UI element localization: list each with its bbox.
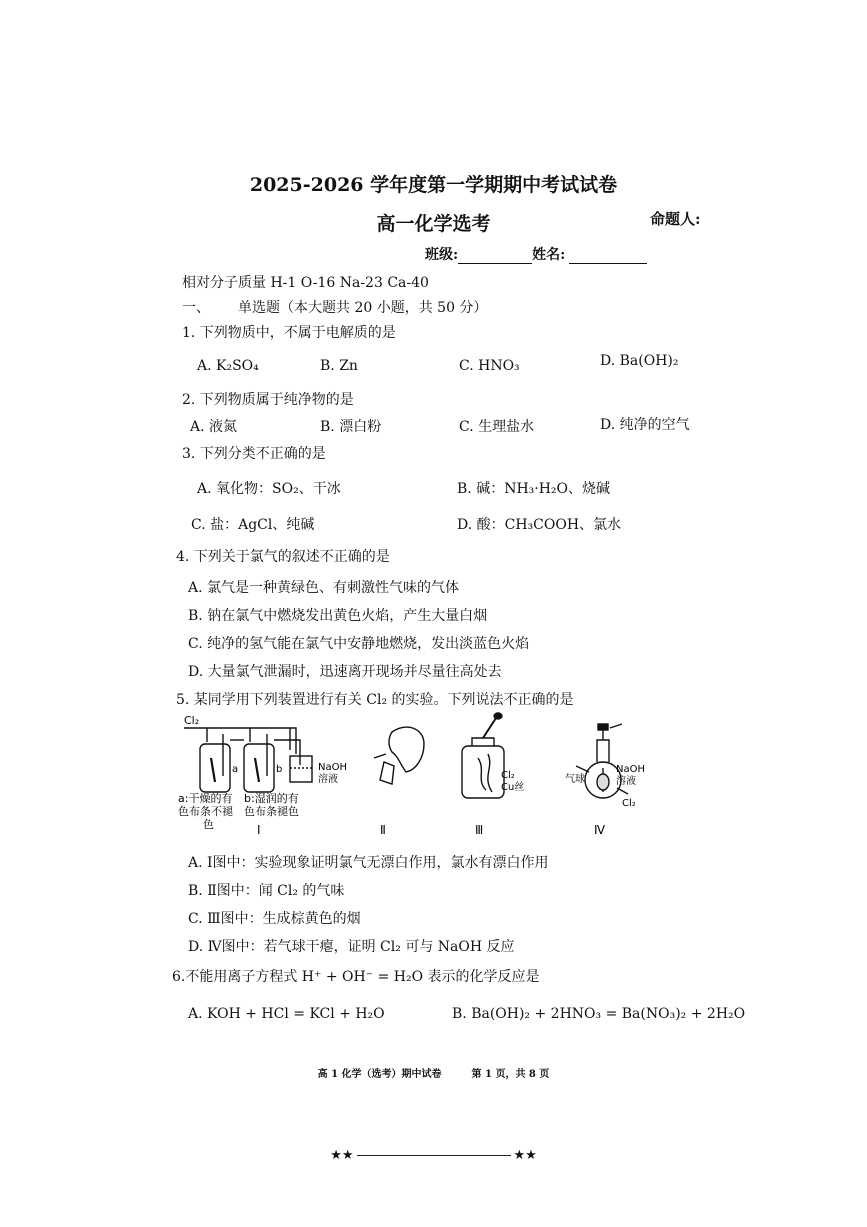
section-title: 单选题（本大题共 20 小题，共 50 分） <box>238 300 488 316</box>
fig3-cu-label: Cu丝 <box>501 782 525 793</box>
q2-stem: 2. 下列物质属于纯净物的是 <box>182 392 354 408</box>
fig1-caption-a2: 色布条不褪 <box>178 805 233 818</box>
q2-option-d[interactable]: D. 纯净的空气 <box>600 417 690 433</box>
q4-option-d[interactable]: D. 大量氯气泄漏时，迅速离开现场并尽量往高处去 <box>188 664 502 680</box>
q3-stem: 3. 下列分类不正确的是 <box>182 446 326 462</box>
q5-stem: 5. 某同学用下列装置进行有关 Cl₂ 的实验。下列说法不正确的是 <box>176 692 574 708</box>
apparatus-figure <box>170 710 710 845</box>
fig-roman-4: Ⅳ <box>594 823 606 837</box>
star-icon-right: ★★ <box>513 1148 537 1163</box>
fig1-caption-b1: b:湿润的有 <box>244 792 299 805</box>
q1-option-b[interactable]: B. Zn <box>320 358 358 374</box>
q5-option-d[interactable]: D. Ⅳ图中：若气球干瘪，证明 Cl₂ 可与 NaOH 反应 <box>188 939 515 955</box>
q1-option-c[interactable]: C. HNO₃ <box>459 358 520 374</box>
name-blank[interactable] <box>569 249 647 264</box>
fig4-cl2-label: Cl₂ <box>622 798 636 809</box>
relative-masses: 相对分子质量 H-1 O-16 Na-23 Ca-40 <box>182 275 429 291</box>
q3-option-a[interactable]: A. 氧化物：SO₂、干冰 <box>197 481 341 497</box>
q6-option-a[interactable]: A. KOH + HCl = KCl + H₂O <box>188 1006 385 1022</box>
q1-option-a[interactable]: A. K₂SO₄ <box>197 358 259 374</box>
fig4-naoh-label: NaOH <box>616 764 645 775</box>
fig-roman-3: Ⅲ <box>475 823 484 837</box>
footer-decoration <box>0 1148 867 1163</box>
class-name-row <box>425 244 647 264</box>
q4-option-a[interactable]: A. 氯气是一种黄绿色、有刺激性气味的气体 <box>188 580 460 596</box>
exam-subtitle: 高一化学选考 <box>376 213 491 235</box>
q4-stem: 4. 下列关于氯气的叙述不正确的是 <box>176 549 390 565</box>
section-heading <box>182 297 487 317</box>
exam-title: 2025-2026 学年度第一学期期中考试试卷 <box>249 174 618 196</box>
fig1-label-b: b <box>276 764 283 775</box>
q5-option-c[interactable]: C. Ⅲ图中：生成棕黄色的烟 <box>188 911 361 927</box>
star-icon-left: ★★ <box>330 1148 354 1163</box>
q5-option-b[interactable]: B. Ⅱ图中：闻 Cl₂ 的气味 <box>188 883 345 899</box>
q3-option-c[interactable]: C. 盐：AgCl、纯碱 <box>191 517 315 533</box>
section-number: 一、 <box>182 300 210 316</box>
fig1-naoh-solution: 溶液 <box>318 774 338 785</box>
q4-option-b[interactable]: B. 钠在氯气中燃烧发出黄色火焰，产生大量白烟 <box>188 608 488 624</box>
fig4-naoh-solution: 溶液 <box>616 776 636 787</box>
fig1-naoh-label: NaOH <box>318 762 347 773</box>
fig1-caption-a3: 色 <box>203 818 214 831</box>
footer-page: 第 1 页，共 8 页 <box>471 1069 550 1080</box>
class-label: 班级: <box>425 247 459 263</box>
setter-label: 命题人: <box>650 210 701 228</box>
q3-option-d[interactable]: D. 酸：CH₃COOH、氯水 <box>457 517 622 533</box>
q1-stem: 1. 下列物质中，不属于电解质的是 <box>182 325 396 341</box>
fig1-caption-b2: 色布条褪色 <box>244 805 299 818</box>
q2-option-b[interactable]: B. 漂白粉 <box>320 419 382 435</box>
page-footer <box>0 1065 867 1080</box>
q5-option-a[interactable]: A. Ⅰ图中：实验现象证明氯气无漂白作用，氯水有漂白作用 <box>188 855 549 871</box>
name-label: 姓名: <box>532 247 566 263</box>
fig4-balloon-label: 气球 <box>565 774 585 785</box>
q1-option-d[interactable]: D. Ba(OH)₂ <box>600 353 679 369</box>
fig-roman-1: Ⅰ <box>257 823 261 837</box>
fig1-caption-a1: a:干燥的有 <box>178 792 233 805</box>
q6-option-b[interactable]: B. Ba(OH)₂ + 2HNO₃ = Ba(NO₃)₂ + 2H₂O <box>452 1006 746 1022</box>
q3-option-b[interactable]: B. 碱：NH₃·H₂O、烧碱 <box>457 481 611 497</box>
class-blank[interactable] <box>458 249 532 264</box>
fig1-label-a: a <box>232 764 239 775</box>
fig-roman-2: Ⅱ <box>380 823 386 837</box>
footer-course: 高 1 化学（选考）期中试卷 <box>317 1069 442 1080</box>
fig1-cl2-label: Cl₂ <box>184 714 200 727</box>
q2-option-c[interactable]: C. 生理盐水 <box>459 419 535 435</box>
q4-option-c[interactable]: C. 纯净的氢气能在氯气中安静地燃烧，发出淡蓝色火焰 <box>188 636 530 652</box>
q6-stem: 6.不能用离子方程式 H⁺ + OH⁻ = H₂O 表示的化学反应是 <box>172 969 540 985</box>
decoration-line <box>357 1155 511 1156</box>
q2-option-a[interactable]: A. 液氮 <box>190 419 238 435</box>
fig3-cl2-label: Cl₂ <box>501 770 515 781</box>
